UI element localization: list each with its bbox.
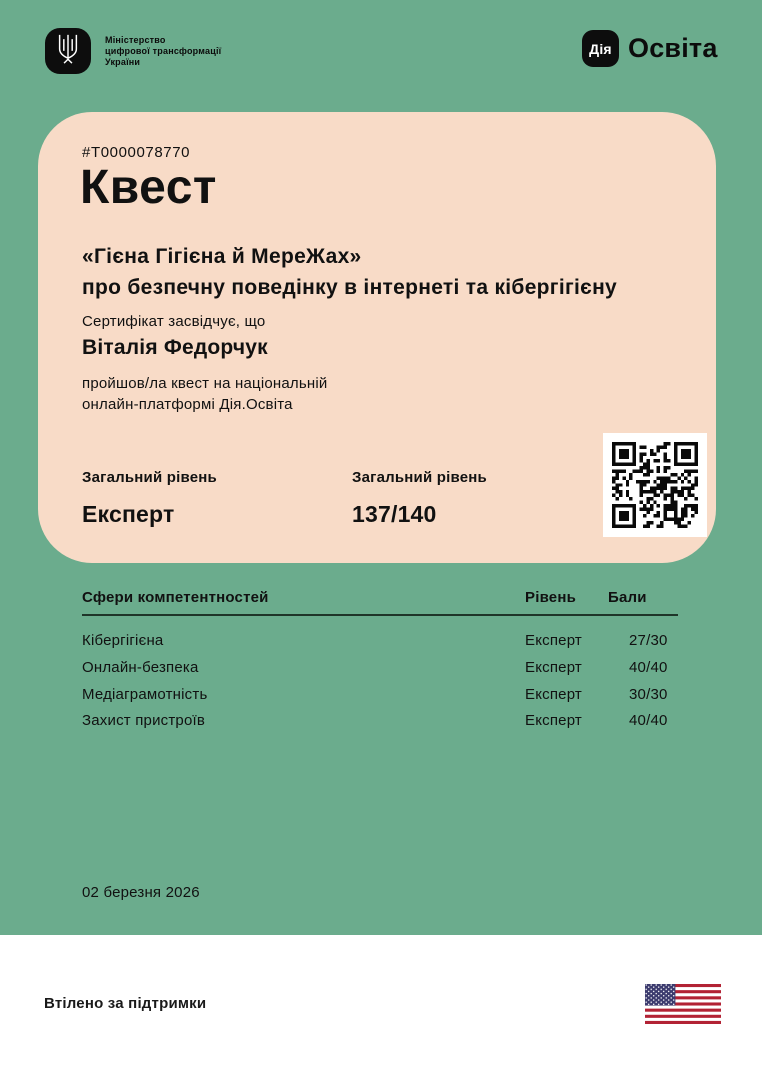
- table-row-area: Кібергігієна: [82, 632, 164, 649]
- certificate-title: Квест: [80, 161, 217, 214]
- footer: [0, 935, 762, 1080]
- tryzub-icon: [55, 33, 81, 70]
- table-header-score: Бали: [608, 589, 647, 606]
- diia-badge-label: Дія: [589, 40, 612, 57]
- table-row-level: Експерт: [525, 632, 582, 649]
- course-title-line2: про безпечну поведінку в інтернеті та кібергігієну: [82, 276, 618, 299]
- table-header-level: Рівень: [525, 589, 577, 606]
- osvita-brand-name: Освіта: [628, 33, 718, 63]
- overall-level-value: Експерт: [82, 501, 175, 527]
- ministry-line: Міністерство: [105, 35, 166, 45]
- table-row-score: 30/30: [629, 686, 668, 703]
- table-row-score: 27/30: [629, 632, 668, 649]
- completion-text: [82, 373, 327, 415]
- table-row-level: Експерт: [525, 712, 582, 729]
- completion-line1: пройшов/ла квест на національній: [82, 375, 328, 392]
- diia-icon: [582, 30, 619, 67]
- ministry-name: [105, 35, 221, 68]
- table-row-score: 40/40: [629, 712, 668, 729]
- table-header-area: Сфери компетентностей: [82, 589, 269, 606]
- overall-score-label: Загальний рівень: [352, 469, 487, 486]
- table-row-level: Експерт: [525, 659, 582, 676]
- table-row-area: Онлайн-безпека: [82, 659, 199, 676]
- certificate-card: [38, 112, 716, 563]
- course-title-line1: «Гієна Гігієна й МереЖах»: [82, 245, 362, 268]
- overall-level-label: Загальний рівень: [82, 469, 217, 486]
- recipient-name: Віталія Федорчук: [82, 336, 268, 359]
- us-flag-icon: [645, 984, 721, 1024]
- certifies-label: Сертифікат засвідчує, що: [82, 313, 266, 330]
- table-row-area: Медіаграмотність: [82, 686, 208, 703]
- table-divider: [82, 614, 678, 616]
- overall-score-value: 137/140: [352, 501, 437, 527]
- completion-line2: онлайн-платформі Дія.Освіта: [82, 396, 293, 413]
- supported-by-label: Втілено за підтримки: [44, 995, 207, 1012]
- ministry-line: цифрової трансформації: [105, 46, 222, 56]
- table-row-area: Захист пристроїв: [82, 712, 206, 729]
- issue-date: 02 березня 2026: [82, 884, 200, 901]
- certificate-id: #T0000078770: [82, 144, 191, 161]
- ministry-line: України: [105, 57, 141, 67]
- qr-code: [603, 433, 707, 537]
- table-row-level: Експерт: [525, 686, 582, 703]
- ministry-logo: [45, 28, 91, 74]
- table-row-score: 40/40: [629, 659, 668, 676]
